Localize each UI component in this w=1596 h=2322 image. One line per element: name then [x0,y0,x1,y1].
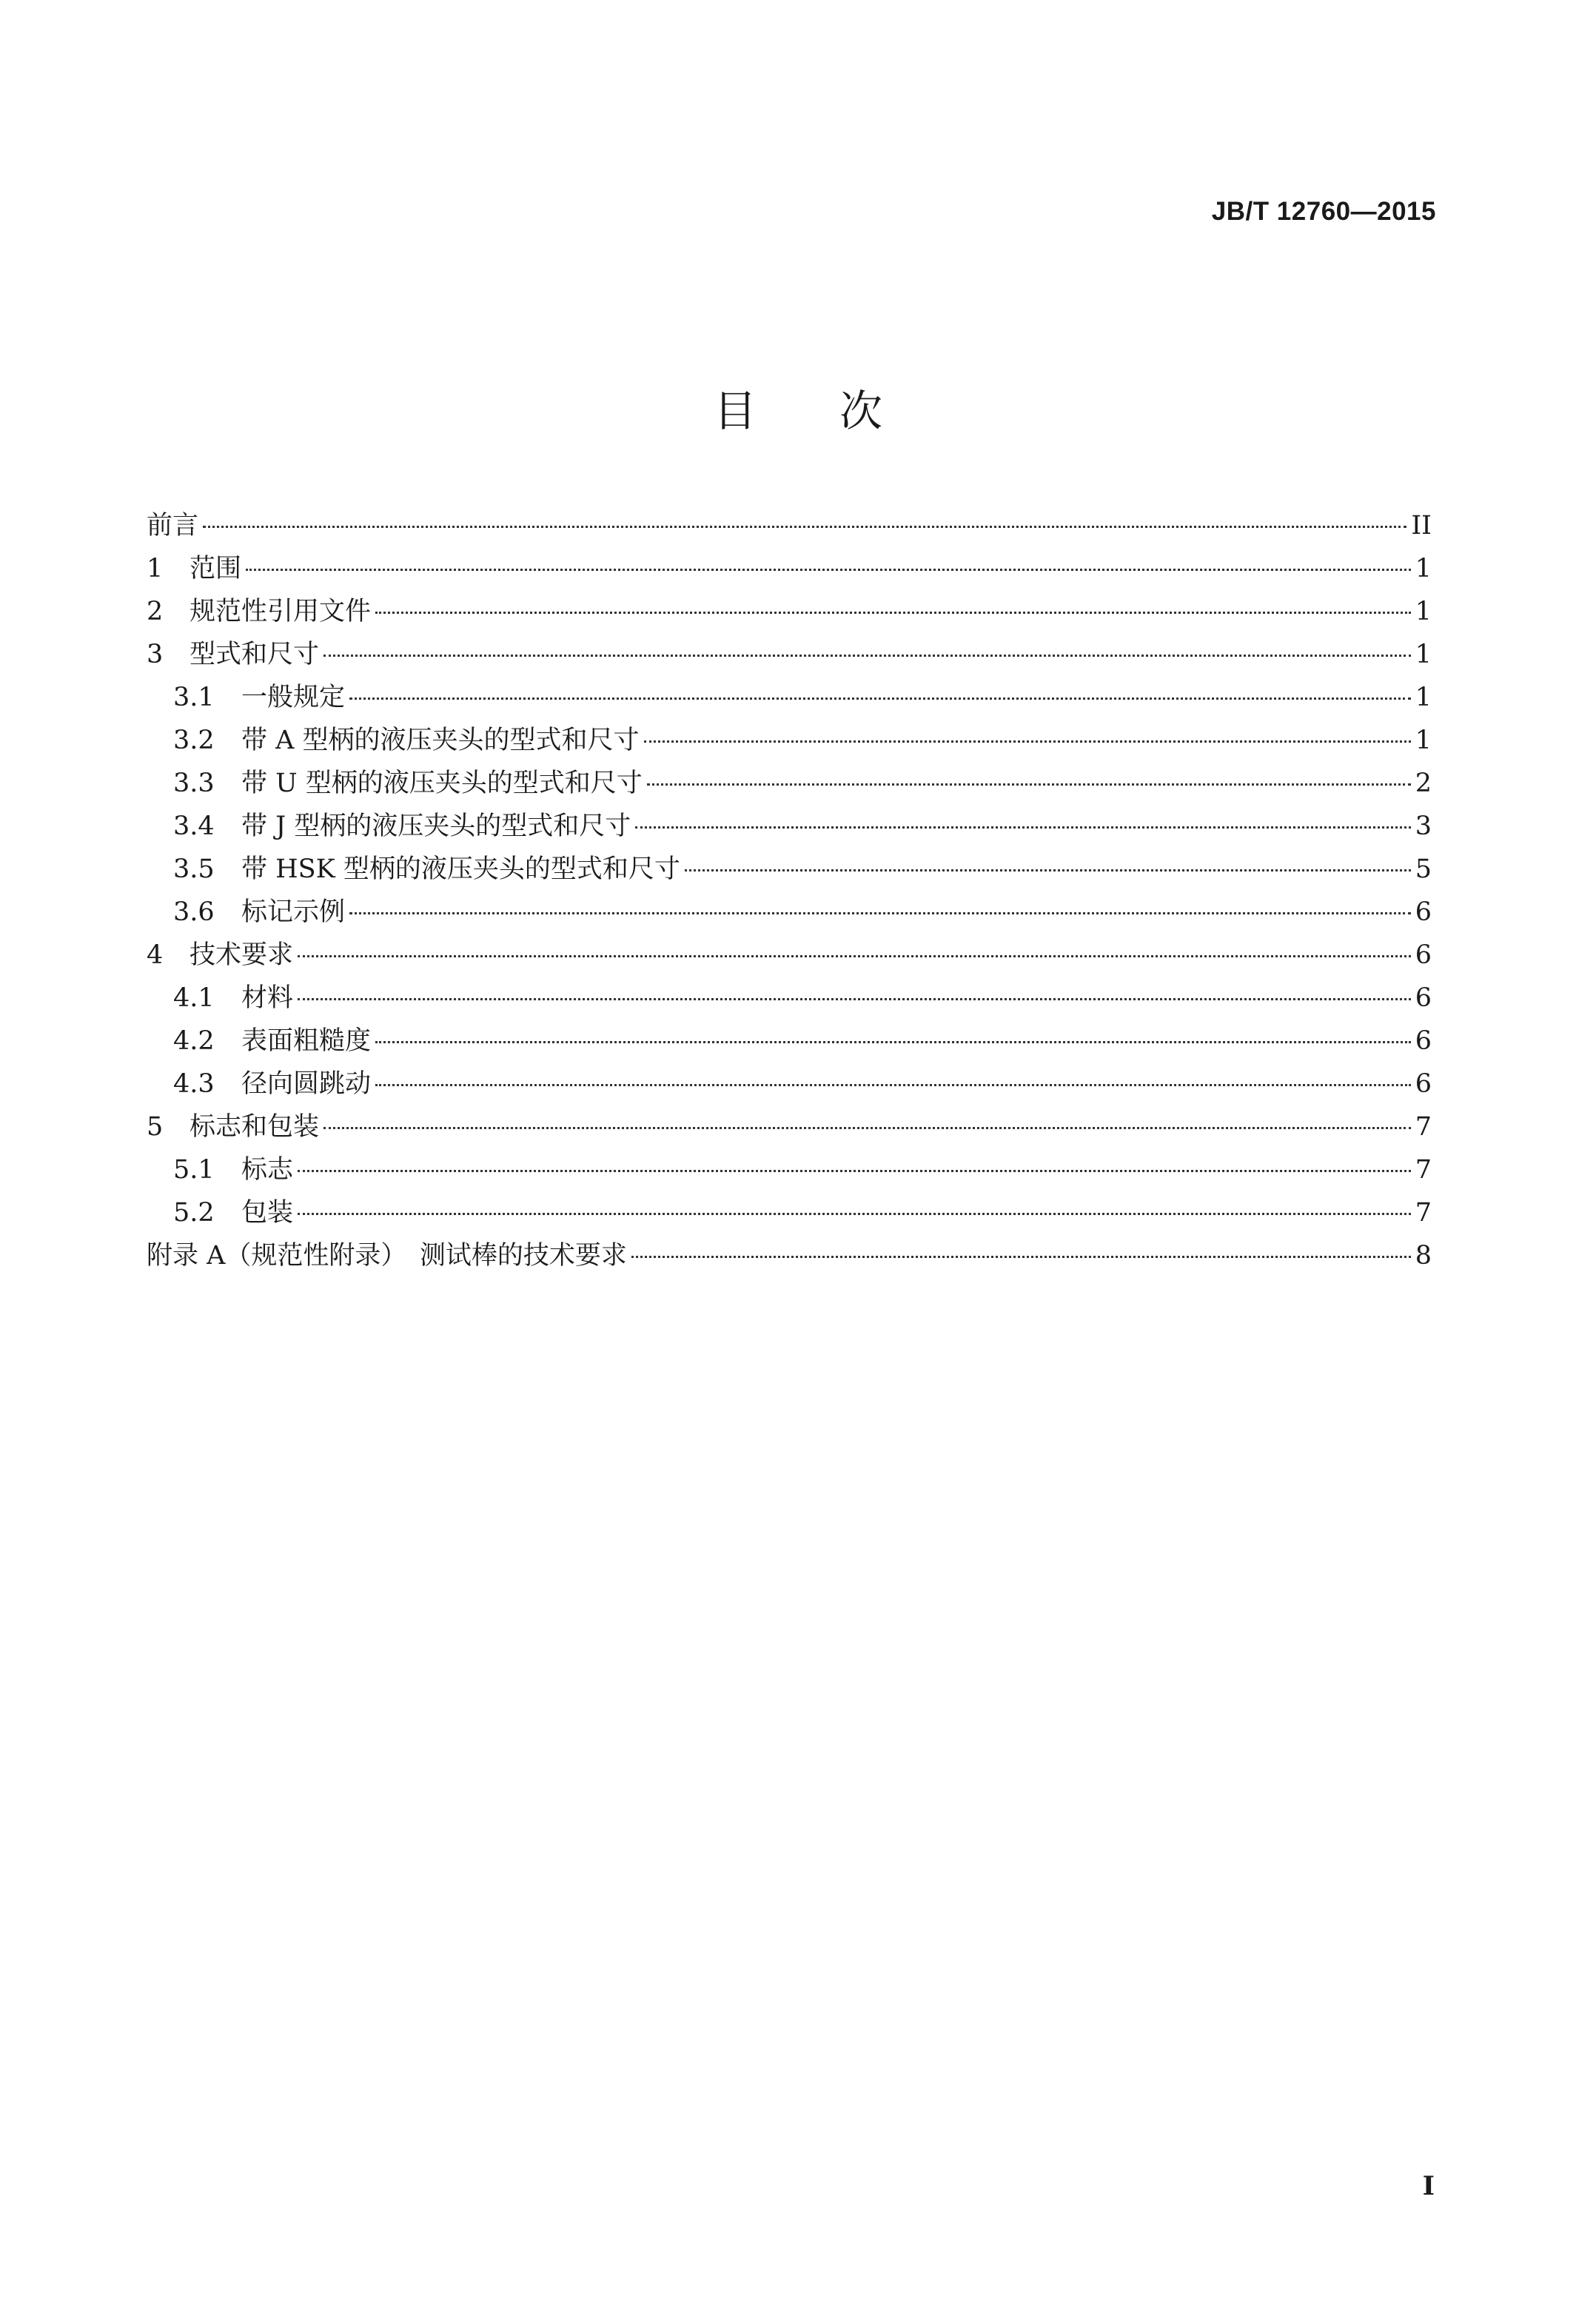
toc-dot-leader [631,1256,1411,1258]
toc-entry[interactable] [147,977,1432,1020]
toc-entry-title: 范围 [190,554,242,583]
toc-entry-title: 带 HSK 型柄的液压夹头的型式和尺寸 [241,854,680,884]
toc-entry[interactable] [147,1020,1432,1063]
toc-entry-page: 2 [1415,769,1432,798]
toc-entry-title: 标志和包装 [190,1112,320,1142]
toc-entry-number: 3.4 [173,812,215,841]
toc-entry-page: 5 [1415,854,1432,884]
toc-entry-title: 型式和尺寸 [190,640,320,669]
toc-entry-page: 1 [1415,683,1432,712]
toc-dot-leader [298,1170,1411,1172]
toc-dot-leader [246,569,1411,571]
toc-dot-leader [298,998,1411,1000]
toc-entry-page: 6 [1415,1069,1432,1099]
toc-dot-leader [298,955,1411,957]
toc-entry-number: 5 [147,1112,164,1142]
toc-dot-leader [323,1127,1411,1129]
toc-entry[interactable] [147,848,1432,891]
toc-dot-leader [635,826,1410,829]
toc-entry[interactable] [147,1234,1432,1277]
toc-entry-page: 1 [1415,554,1432,583]
toc-entry-number: 2 [147,597,164,626]
toc-entry-title: 标记示例 [241,897,346,927]
toc-entry-number: 4.1 [173,983,215,1013]
toc-entry-page: 3 [1415,812,1432,841]
toc-entry-title: 表面粗糙度 [241,1026,372,1056]
toc-dot-leader [375,1084,1411,1086]
toc-entry-number: 5.2 [173,1198,215,1228]
toc-entry-page: 8 [1415,1241,1432,1271]
toc-entry-page: II [1411,511,1432,541]
toc-dot-leader [647,783,1411,786]
toc-entry-title: 规范性引用文件 [190,597,372,626]
toc-entry-title: 技术要求 [190,940,294,970]
toc-entry-page: 1 [1415,726,1432,755]
toc-entry-title: 径向圆跳动 [241,1069,372,1099]
toc-entry-number: 3 [147,640,164,669]
toc-entry-title: 包装 [241,1198,294,1228]
toc-entry-title: 前言 [147,511,199,541]
toc-dot-leader [644,740,1411,743]
toc-dot-leader [349,912,1411,914]
toc-entry-page: 1 [1415,640,1432,669]
toc-entry[interactable] [147,934,1432,977]
toc-entry-title: 带 A 型柄的液压夹头的型式和尺寸 [241,726,640,755]
toc-entry[interactable] [147,547,1432,590]
toc-dot-leader [349,697,1411,700]
toc-entry[interactable] [147,1105,1432,1148]
toc-entry[interactable] [147,719,1432,762]
toc-entry[interactable] [147,1063,1432,1105]
toc-entry[interactable] [147,1191,1432,1234]
toc-entry-page: 6 [1415,897,1432,927]
toc-dot-leader [685,869,1411,871]
toc-entry[interactable] [147,504,1432,547]
toc-dot-leader [298,1213,1411,1215]
toc-entry-page: 7 [1415,1198,1432,1228]
toc-entry-number: 3.5 [173,854,215,884]
toc-entry-title: 材料 [241,983,294,1013]
toc-entry-number: 3.2 [173,726,215,755]
toc-entry-title: 带 U 型柄的液压夹头的型式和尺寸 [241,769,643,798]
toc-entry-number: 4.3 [173,1069,215,1099]
toc-entry-title: 标志 [241,1155,294,1185]
toc-dot-leader [375,612,1411,614]
toc-entry-page: 1 [1415,597,1432,626]
toc-entry-page: 6 [1415,940,1432,970]
toc-entry-number: 4 [147,940,164,970]
toc-entry[interactable] [147,1148,1432,1191]
toc-entry[interactable] [147,891,1432,934]
document-code: JB/T 12760—2015 [1211,197,1436,226]
toc-entry-number: 3.1 [173,683,215,712]
toc-entry-number: 5.1 [173,1155,215,1185]
toc-entry-title: 一般规定 [241,683,346,712]
toc-entry-title: 附录 A（规范性附录） 测试棒的技术要求 [147,1241,627,1271]
table-of-contents [147,504,1432,1277]
toc-entry-page: 7 [1415,1155,1432,1185]
toc-dot-leader [203,526,1406,528]
toc-entry-number: 3.3 [173,769,215,798]
toc-entry[interactable] [147,633,1432,676]
toc-entry[interactable] [147,590,1432,633]
page-number: I [1422,2171,1435,2201]
toc-title: 目次 [713,386,965,436]
toc-entry-page: 6 [1415,1026,1432,1056]
toc-entry-page: 6 [1415,983,1432,1013]
toc-entry[interactable] [147,805,1432,848]
toc-entry[interactable] [147,676,1432,719]
toc-dot-leader [323,655,1411,657]
toc-entry-number: 1 [147,554,164,583]
toc-entry-page: 7 [1415,1112,1432,1142]
toc-entry-title: 带 J 型柄的液压夹头的型式和尺寸 [241,812,631,841]
toc-dot-leader [375,1041,1411,1043]
toc-entry-number: 4.2 [173,1026,215,1056]
toc-entry[interactable] [147,762,1432,805]
toc-entry-number: 3.6 [173,897,215,927]
